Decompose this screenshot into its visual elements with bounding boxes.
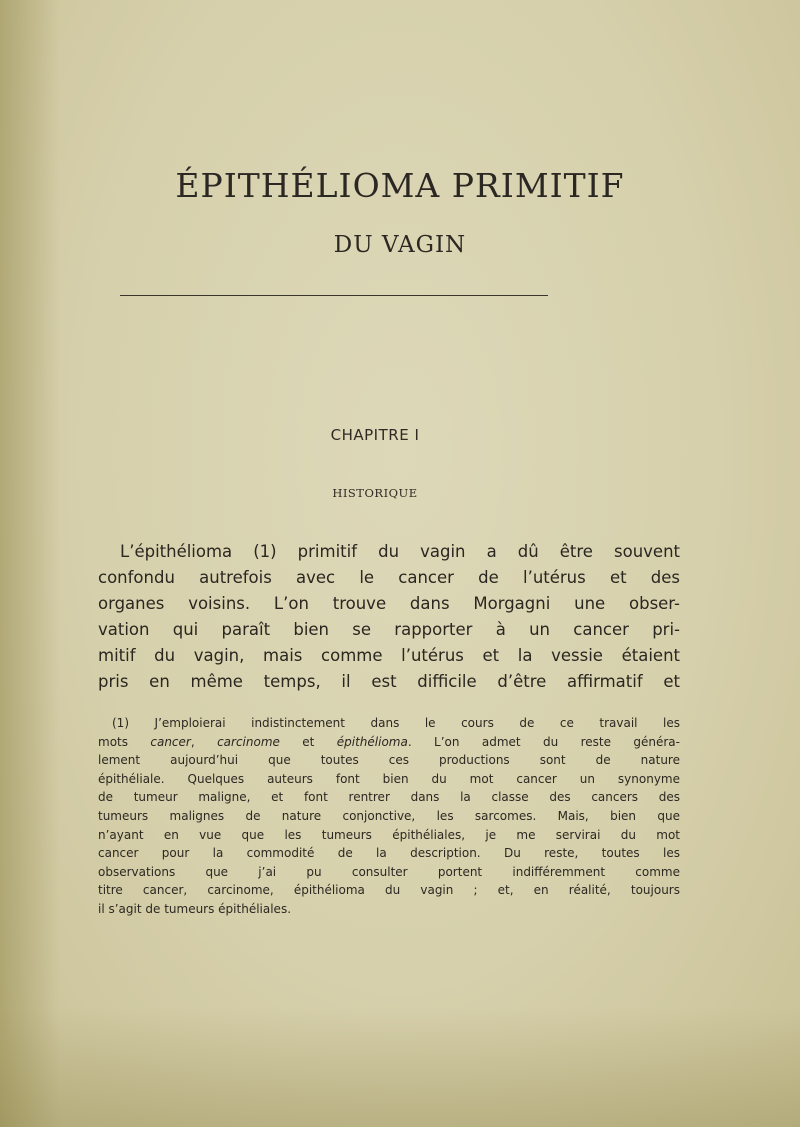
footnote-line: cancer pour la commodité de la description. Du reste, toutes les (98, 846, 680, 861)
chapter-heading: CHAPITRE I (330, 426, 420, 444)
footnote-line (98, 733, 680, 752)
title-rule (120, 295, 548, 296)
footnote-text: . L’on admet du reste généra- (407, 734, 680, 749)
footnote-line: de tumeur maligne, et font rentrer dans la classe des cancers des (98, 790, 680, 805)
footnote-line: observations que j’ai pu consulter portent indifféremment comme (98, 864, 680, 879)
footnote-text: mots (98, 734, 151, 749)
footnote-line: épithéliale. Quelques auteurs font bien du mot cancer un synonyme (98, 771, 680, 786)
footnote-line: il s’agit de tumeurs épithéliales. (98, 901, 292, 916)
footnote-line: tumeurs malignes de nature conjonctive, les sarcomes. Mais, bien que (98, 808, 680, 823)
footnote-text: et (279, 734, 337, 749)
section-heading: HISTORIQUE (332, 486, 418, 500)
body-line: mitif du vagin, mais comme l’utérus et la vessie étaient (98, 646, 680, 665)
footnote-text: , (190, 734, 218, 749)
footnote-italic-term: carcinome (217, 734, 280, 749)
footnote-line: n’ayant en vue que les tumeurs épithéliales, je me servirai du mot (98, 827, 680, 842)
footnote-line: titre cancer, carcinome, épithélioma du vagin ; et, en réalité, toujours (98, 883, 680, 898)
body-line: pris en même temps, il est difficile d’être affirmatif et (98, 672, 680, 691)
body-line: organes voisins. L’on trouve dans Morgagni une obser- (98, 594, 680, 613)
footnote-line: (1) J’emploierai indistinctement dans le cours de ce travail les (112, 716, 680, 730)
main-title: ÉPITHÉLIOMA PRIMITIF (175, 166, 625, 205)
body-paragraph (98, 539, 680, 695)
subtitle: DU VAGIN (333, 232, 467, 258)
body-line: vation qui paraît bien se rapporter à un cancer pri- (98, 620, 680, 639)
footnote (98, 714, 680, 919)
footnote-italic-term: cancer (150, 734, 191, 749)
body-line: L’épithélioma (1) primitif du vagin a dû être souvent (120, 542, 680, 561)
footnote-line: lement aujourd’hui que toutes ces productions sont de nature (98, 753, 680, 768)
footnote-italic-term: épithélioma (336, 734, 408, 749)
body-line: confondu autrefois avec le cancer de l’utérus et des (98, 568, 680, 587)
